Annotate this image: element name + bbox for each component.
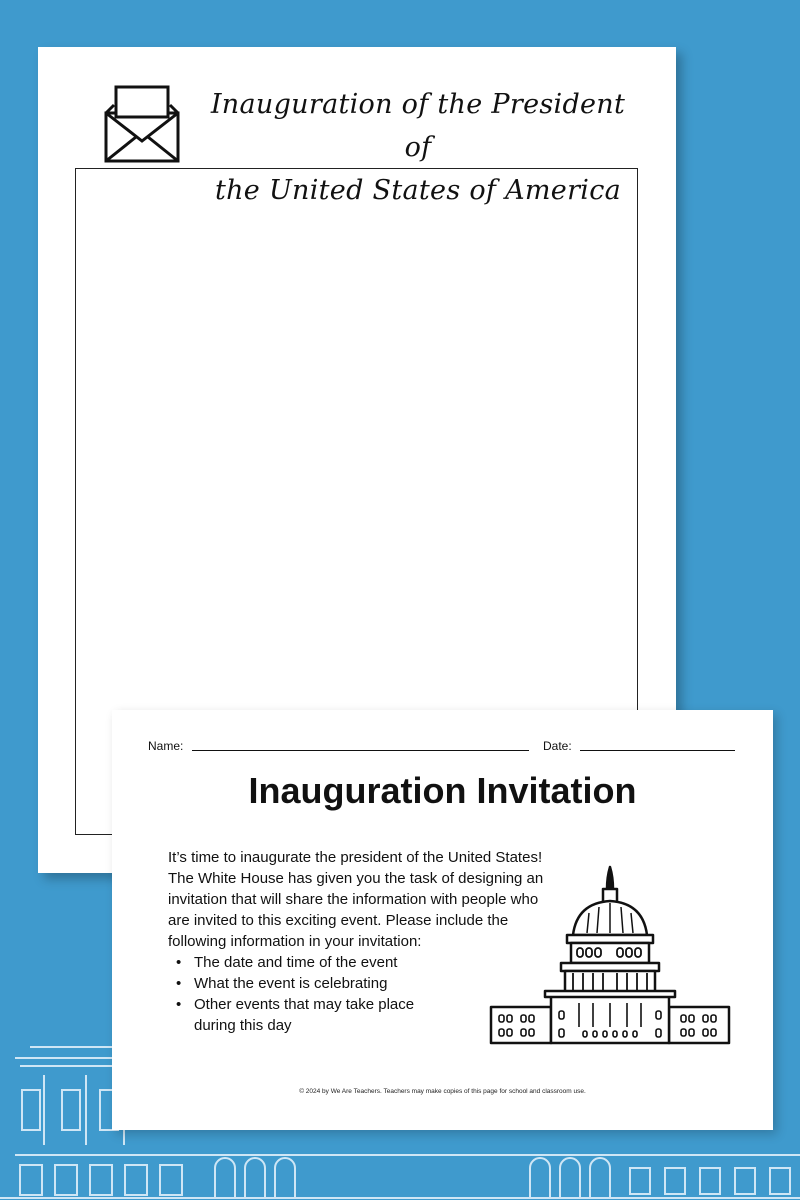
- requirements-list: [176, 952, 476, 1036]
- envelope-icon: [104, 85, 182, 163]
- intro-line: invitation that will share the information with people who: [168, 891, 539, 908]
- capitol-icon: [489, 865, 731, 1045]
- name-label: Name:: [148, 739, 184, 753]
- title-line-1: Inauguration of the President of: [210, 89, 626, 163]
- name-field-line[interactable]: [192, 750, 529, 751]
- date-label: Date:: [543, 739, 572, 753]
- intro-line: The White House has given you the task of designing an: [168, 870, 544, 887]
- list-item: • The date and time of the event: [176, 952, 476, 973]
- list-item: • Other events that may take place during this day: [176, 994, 426, 1036]
- copyright-footer: © 2024 by We Are Teachers. Teachers may make copies of this page for school and classroom use.: [299, 1088, 586, 1095]
- intro-line: are invited to this exciting event. Please include the: [168, 912, 509, 929]
- title-line-2: the United States of America: [214, 175, 622, 206]
- intro-line: following information in your invitation:: [168, 933, 422, 950]
- worksheet-front-page: [112, 710, 773, 1130]
- list-item: • What the event is celebrating: [176, 973, 476, 994]
- date-field-line[interactable]: [580, 750, 735, 751]
- page-title: Inauguration Invitation: [248, 770, 637, 811]
- intro-line: It’s time to inaugurate the president of the United States!: [168, 849, 543, 866]
